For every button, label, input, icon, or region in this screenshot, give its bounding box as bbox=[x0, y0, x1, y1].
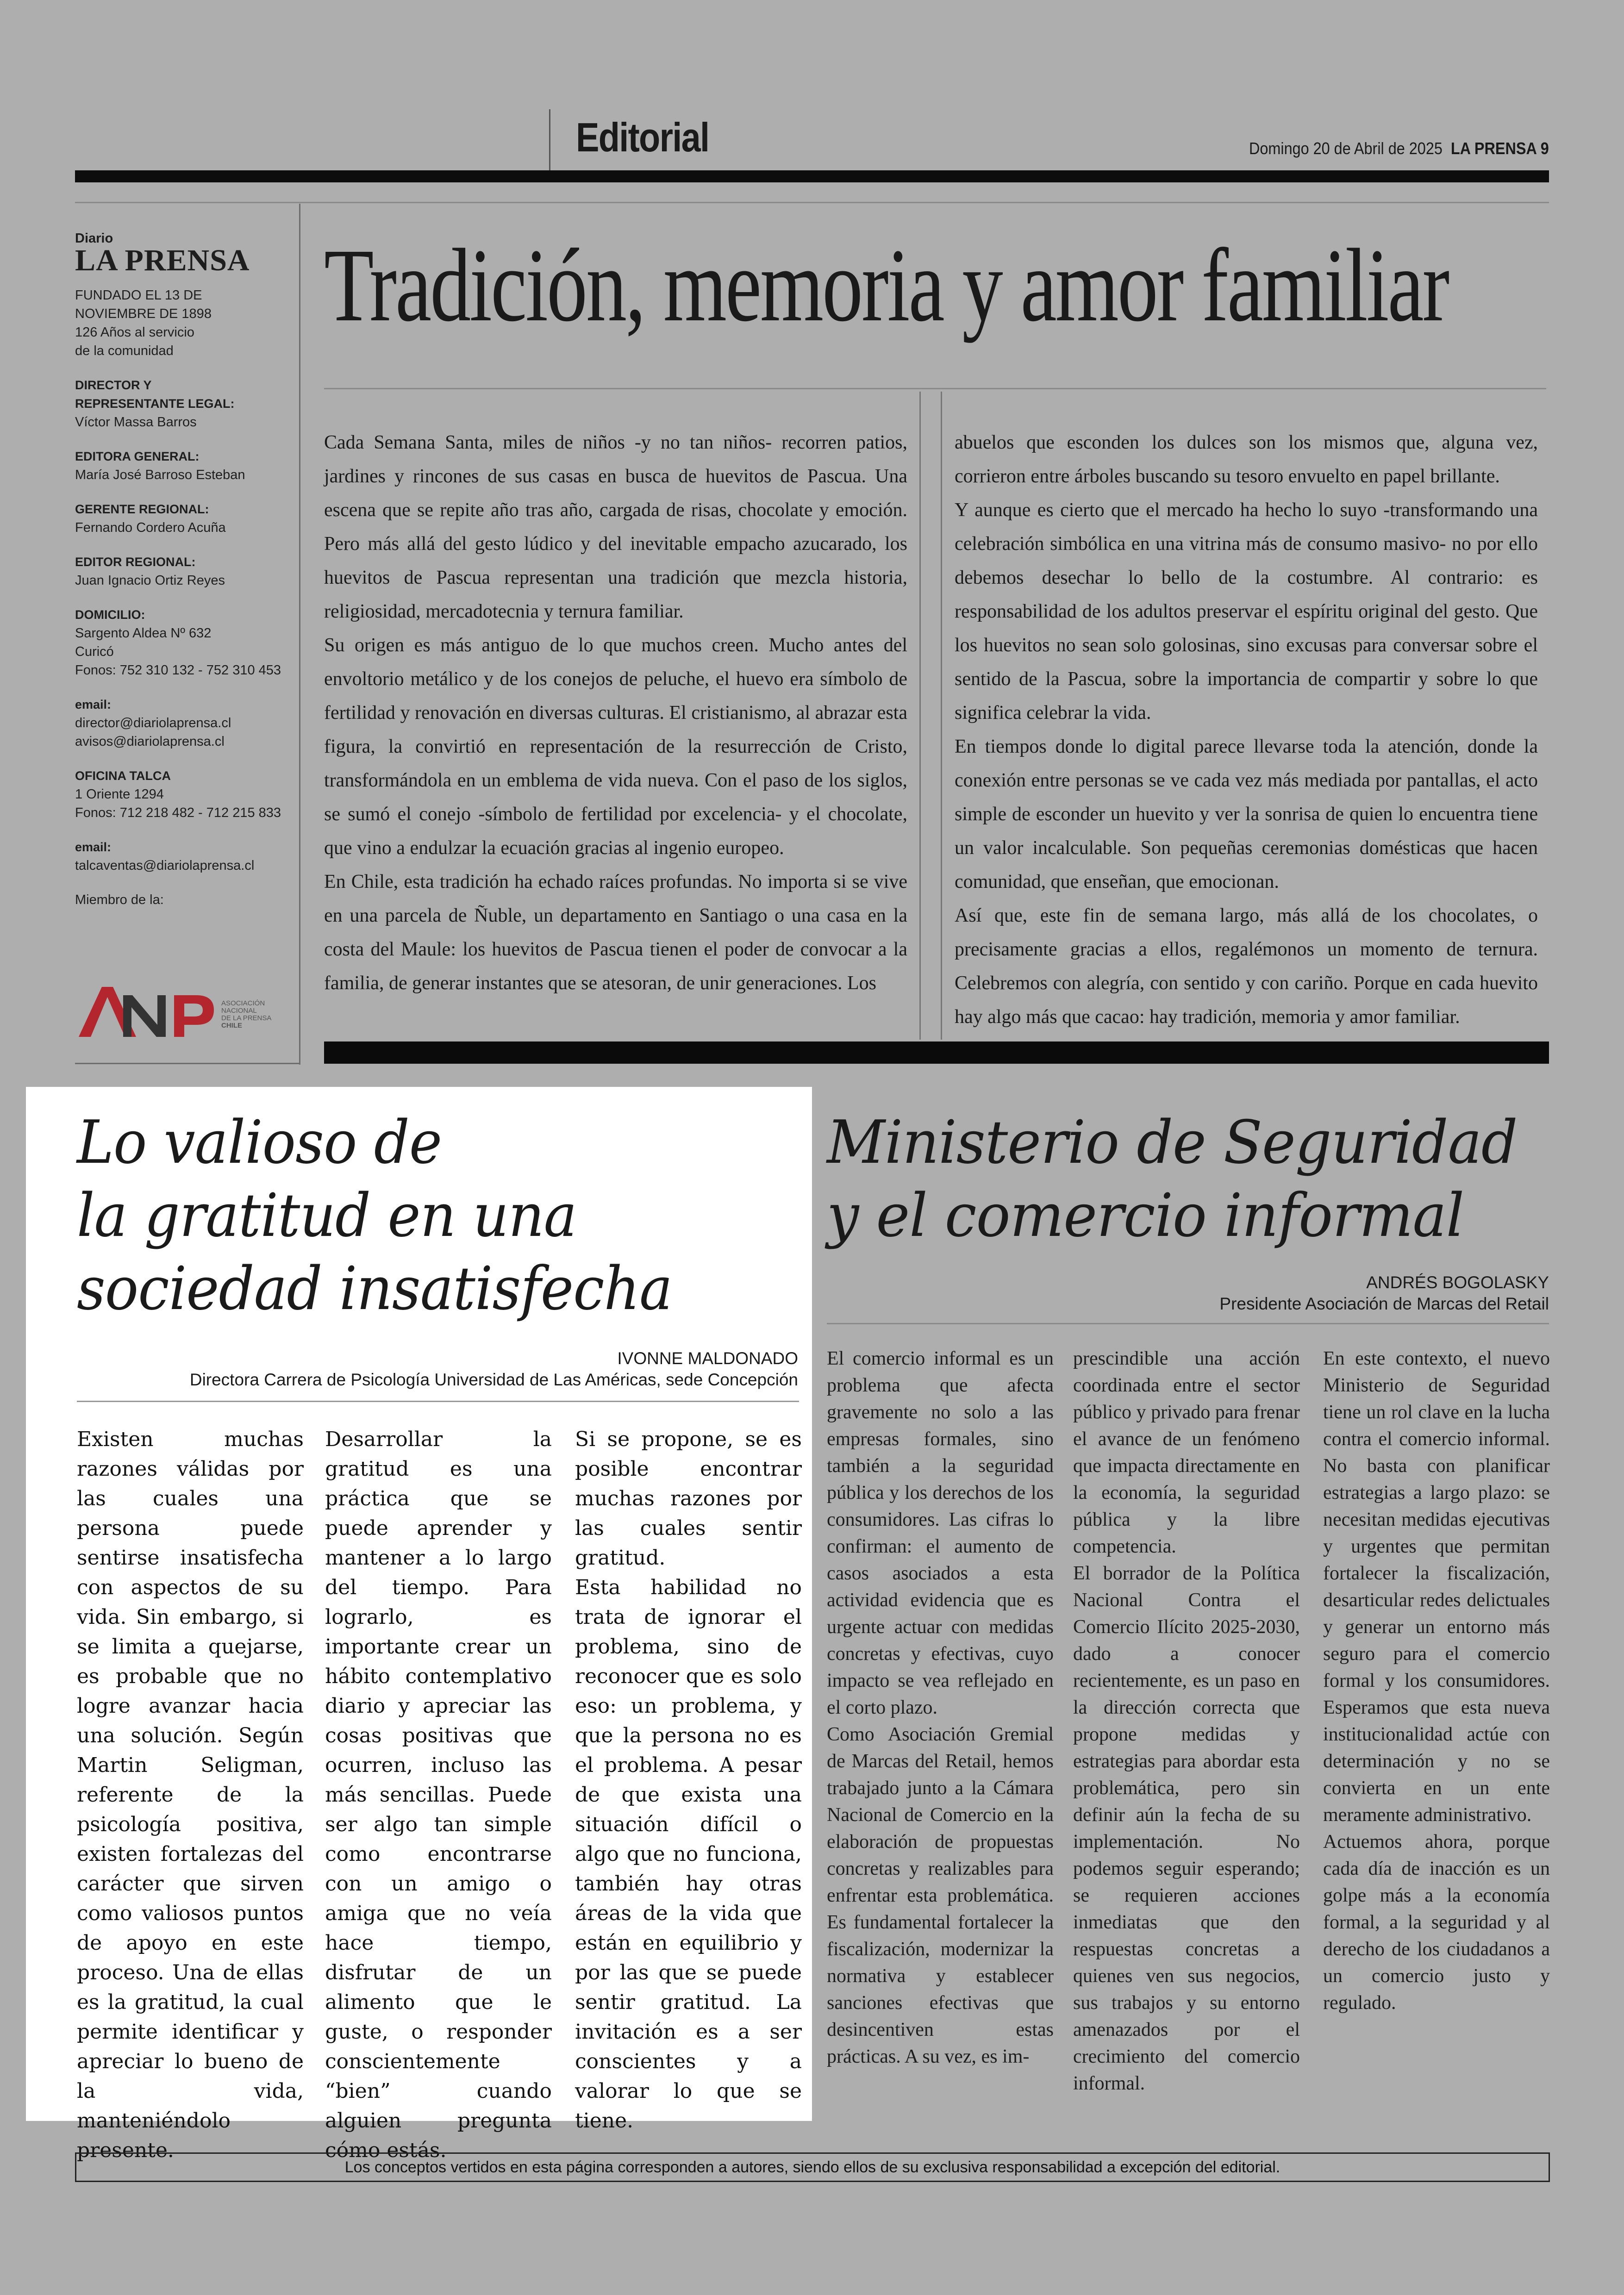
editorial-bottom-bar bbox=[324, 1041, 1549, 1064]
email-link[interactable]: avisos@diariolaprensa.cl bbox=[75, 734, 225, 749]
opinion-right-title bbox=[827, 1106, 1517, 1253]
opinion-right-column-1 bbox=[827, 1345, 1054, 2070]
director-name: Víctor Massa Barros bbox=[75, 415, 197, 430]
editora-label: EDITORA GENERAL: bbox=[75, 449, 200, 463]
email-link[interactable]: director@diariolaprensa.cl bbox=[75, 716, 231, 730]
founded-line: 126 Años al servicio bbox=[75, 325, 194, 340]
editora-name: María José Barroso Esteban bbox=[75, 468, 245, 482]
byline-rule bbox=[827, 1323, 1549, 1324]
header-rule bbox=[75, 170, 1549, 182]
email-label: email: bbox=[75, 840, 112, 854]
author-role: Directora Carrera de Psicología Universidad de Las Américas, sede Concepción bbox=[189, 1370, 798, 1389]
opinion-left-column-2 bbox=[325, 1425, 552, 2165]
masthead-bottom-rule bbox=[75, 1063, 300, 1064]
masthead-email bbox=[75, 695, 297, 751]
founded-line: NOVIEMBRE DE 1898 bbox=[75, 306, 212, 321]
editorial-title: Tradición, memoria y amor familiar bbox=[324, 227, 1449, 343]
masthead-editora bbox=[75, 447, 297, 484]
anp-tagline: ASOCIACIÓN bbox=[221, 999, 265, 1007]
opinion-left-byline bbox=[190, 1348, 798, 1391]
header-divider bbox=[549, 109, 550, 170]
editorial-column-1 bbox=[324, 426, 907, 1000]
masthead-border bbox=[299, 204, 300, 1065]
column-rule bbox=[941, 392, 942, 1040]
title-line: la gratitud en una bbox=[77, 1181, 577, 1250]
email-link[interactable]: talcaventas@diariolaprensa.cl bbox=[75, 858, 255, 873]
header-thin-rule bbox=[75, 202, 1549, 203]
masthead-founded bbox=[75, 286, 297, 360]
title-line: Lo valioso de bbox=[77, 1108, 442, 1177]
paragraph: prescindible una acción coordinada entre el sector público y privado para frenar el avance de un fenómeno que impacta directamente en la economía, la seguridad pública y la libre competencia. bbox=[1073, 1348, 1300, 1557]
editorial-title-rule bbox=[324, 388, 1546, 389]
opinion-right-byline bbox=[1219, 1272, 1549, 1315]
paragraph: Esta habilidad no trata de ignorar el problema, sino de reconocer que es solo eso: un problema, y que la persona no es el problema. A pesar de que exista una situación difícil o algo que no funciona, también hay otras áreas de la vida que están en equilibrio y por las que se puede sentir gratitud. La invitación es a ser conscientes y a valorar lo que se tiene. bbox=[575, 1576, 802, 2133]
title-line: y el comercio informal bbox=[827, 1181, 1464, 1250]
issue-line bbox=[1249, 139, 1549, 158]
anp-logo bbox=[75, 977, 279, 1041]
domicilio-line: Sargento Aldea Nº 632 bbox=[75, 626, 212, 641]
byline-rule bbox=[77, 1401, 799, 1402]
anp-tagline: CHILE bbox=[221, 1022, 242, 1029]
paragraph: En tiempos donde lo digital parece llevarse toda la atención, donde la conexión entre personas se ve cada vez más mediada por pantallas, el acto simple de esconder un huevito y ver la sonrisa de quien lo encuentra tiene un valor incalculable. Son pequeñas ceremonias domésticas que hacen comunidad, que enseñan, que emocionan. bbox=[955, 736, 1538, 892]
paragraph: El comercio informal es un problema que afecta gravemente no solo a las empresas formales, sino también a la seguridad pública y los derechos de los consumidores. Las cifras lo confirman: el aumento de casos asociados a esta actividad evidencia que es urgente actuar con medidas concretas y efectivas, cuyo impacto se vea reflejado en el corto plazo. bbox=[827, 1348, 1054, 1718]
opinion-right-column-3 bbox=[1323, 1345, 1550, 2016]
masthead-director bbox=[75, 376, 297, 431]
column-rule bbox=[919, 392, 921, 1040]
paragraph: Cada Semana Santa, miles de niños -y no tan niños- recorren patios, jardines y rincones de sus casas en busca de huevitos de Pascua. Una escena que se repite año tras año, cargada de risas, chocolate y emoción. Pero más allá del gesto lúdico y del inevitable empacho azucarado, los huevitos de Pascua representan una tradición que mezcla historia, religiosidad, mercadotecnia y ternura familiar. bbox=[324, 432, 907, 622]
masthead-email-talca bbox=[75, 838, 297, 875]
title-line: Ministerio de Seguridad bbox=[827, 1108, 1518, 1177]
masthead-gerente bbox=[75, 500, 297, 537]
paragraph: Si se propone, se es posible encontrar muchas razones por las cuales sentir gratitud. bbox=[575, 1428, 802, 1570]
anp-logo-mark bbox=[79, 987, 214, 1037]
paragraph: Así que, este fin de semana largo, más allá de los chocolates, o precisamente gracias a ellos, regalémonos un momento de ternura. Celebremos con alegría, con sentido y con cariño. Porque en cada huevito hay algo más que cacao: hay tradición, memoria y amor familiar. bbox=[955, 905, 1538, 1028]
issue-page: LA PRENSA 9 bbox=[1451, 139, 1549, 158]
masthead bbox=[75, 231, 297, 909]
director-label: REPRESENTANTE LEGAL: bbox=[75, 397, 235, 411]
gerente-name: Fernando Cordero Acuña bbox=[75, 520, 226, 535]
paragraph: En este contexto, el nuevo Ministerio de Seguridad tiene un rol clave en la lucha contra el comercio informal. No basta con planificar estrategias a largo plazo: se necesitan medidas ejecutivas y urgentes que permitan fortalecer la fiscalización, desarticular redes delictuales y generar un entorno más seguro para el comercio formal y los consumidores. Esperamos que esta nueva institucionalidad actúe con determinación y no se convierta en un ente meramente administrativo. bbox=[1323, 1348, 1550, 1826]
footer-disclaimer: Los conceptos vertidos en esta página corresponden a autores, siendo ellos de su exclusiva responsabilidad a excepción del editorial. bbox=[75, 2152, 1550, 2182]
talca-label: OFICINA TALCA bbox=[75, 769, 171, 783]
editorial-column-2 bbox=[955, 426, 1538, 1034]
director-label: DIRECTOR Y bbox=[75, 378, 152, 392]
paragraph: Actuemos ahora, porque cada día de inacción es un golpe más a la economía formal, a la seguridad y al derecho de los ciudadanos a un comercio justo y regulado. bbox=[1323, 1831, 1550, 2014]
opinion-right-column-2 bbox=[1073, 1345, 1300, 2097]
author-name: IVONNE MALDONADO bbox=[617, 1349, 798, 1368]
paragraph: El borrador de la Política Nacional Contra el Comercio Ilícito 2025-2030, dado a conocer recientemente, es un paso en la dirección correcta que propone medidas y estrategias para abordar esta problemática, pero sin definir aún la fecha de su implementación. No podemos seguir esperando; se requieren acciones inmediatas que den respuestas concretas a quienes ven sus negocios, sus trabajos y su entorno amenazados por el crecimiento del comercio informal. bbox=[1073, 1563, 1300, 2094]
masthead-talca bbox=[75, 767, 297, 822]
paragraph: Como Asociación Gremial de Marcas del Retail, hemos trabajado junto a la Cámara Nacional de Comercio en la elaboración de propuestas concretas y realizables para enfrentar esta problemática. Es fundamental fortalecer la fiscalización, modernizar la normativa y establecer sanciones efectivas que desincentiven estas prácticas. A su vez, es im- bbox=[827, 1724, 1054, 2067]
paragraph: Y aunque es cierto que el mercado ha hecho lo suyo -transformando una celebración simbólica en una vitrina más de consumo masivo- no por ello debemos desechar lo bello de la costumbre. Al contrario: es responsabilidad de los adultos preservar el espíritu original del gesto. Que los huevitos no sean solo golosinas, sino excusas para conversar sobre el sentido de la Pascua, sobre la importancia de compartir y sobre lo que significa celebrar la vida. bbox=[955, 499, 1538, 723]
opinion-left-title bbox=[77, 1106, 672, 1326]
author-name: ANDRÉS BOGOLASKY bbox=[1366, 1273, 1549, 1292]
masthead-domicilio bbox=[75, 605, 297, 680]
author-role: Presidente Asociación de Marcas del Retail bbox=[1219, 1294, 1549, 1313]
anp-tagline: NACIONAL bbox=[221, 1007, 257, 1015]
paragraph: abuelos que esconden los dulces son los mismos que, alguna vez, corrieron entre árboles buscando su tesoro envuelto en papel brillante. bbox=[955, 432, 1538, 487]
masthead-brand: LA PRENSA bbox=[75, 243, 250, 277]
section-label: Editorial bbox=[576, 114, 709, 160]
talca-line: Fonos: 712 218 482 - 712 215 833 bbox=[75, 805, 281, 820]
domicilio-line: Fonos: 752 310 132 - 752 310 453 bbox=[75, 663, 281, 678]
anp-tagline: DE LA PRENSA bbox=[221, 1014, 272, 1022]
title-line: sociedad insatisfecha bbox=[77, 1254, 672, 1323]
paragraph: En Chile, esta tradición ha echado raíces profundas. No importa si se vive en una parcela de Ñuble, un departamento en Santiago o una casa en la costa del Maule: los huevitos de Pascua tienen el poder de convocar a la familia, de generar instantes que se atesoran, de unir generaciones. Los bbox=[324, 871, 907, 994]
email-label: email: bbox=[75, 698, 112, 711]
founded-line: FUNDADO EL 13 DE bbox=[75, 288, 202, 303]
domicilio-label: DOMICILIO: bbox=[75, 608, 145, 622]
editor-name: Juan Ignacio Ortiz Reyes bbox=[75, 573, 225, 588]
paragraph: Desarrollar la gratitud es una práctica que se puede aprender y mantener a lo largo del tiempo. Para lograrlo, es importante crear un hábito contemplativo diario y apreciar las cosas positivas que ocurren, incluso las más sencillas. Puede ser algo tan simple como encontrarse con un amigo o amiga que no veía hace tiempo, disfrutar de un alimento que le guste, o responder conscientemente “bien” cuando alguien pregunta cómo estás. bbox=[325, 1428, 552, 2162]
editor-label: EDITOR REGIONAL: bbox=[75, 555, 196, 569]
gerente-label: GERENTE REGIONAL: bbox=[75, 502, 209, 516]
opinion-left-column-1 bbox=[77, 1425, 304, 2165]
member-label: Miembro de la: bbox=[75, 892, 164, 907]
domicilio-line: Curicó bbox=[75, 644, 114, 659]
masthead-diario: Diario bbox=[75, 231, 113, 246]
founded-line: de la comunidad bbox=[75, 343, 174, 358]
opinion-left-column-3 bbox=[575, 1425, 802, 2136]
issue-date: Domingo 20 de Abril de 2025 bbox=[1249, 139, 1443, 158]
talca-line: 1 Oriente 1294 bbox=[75, 787, 164, 802]
paragraph: Existen muchas razones válidas por las cuales una persona puede sentirse insatisfecha con aspectos de su vida. Sin embargo, si se limita a quejarse, es probable que no logre avanzar hacia una solución. Según Martin Seligman, referente de la psicología positiva, existen fortalezas del carácter que sirven como valiosos puntos de apoyo en este proceso. Una de ellas es la gratitud, la cual permite identificar y apreciar lo bueno de la vida, manteniéndolo presente. bbox=[77, 1428, 304, 2162]
masthead-editor bbox=[75, 553, 297, 590]
paragraph: Su origen es más antiguo de lo que muchos creen. Mucho antes del envoltorio metálico y de los conejos de peluche, el huevo era símbolo de fertilidad y renovación en diversas culturas. El cristianismo, al abrazar esta figura, la convirtió en representación de la resurrección de Cristo, transformándola en un emblema de vida nueva. Con el paso de los siglos, se sumó el conejo -símbolo de fertilidad por excelencia- y el chocolate, que vino a endulzar la ecuación gracias al ingenio europeo. bbox=[324, 635, 907, 859]
